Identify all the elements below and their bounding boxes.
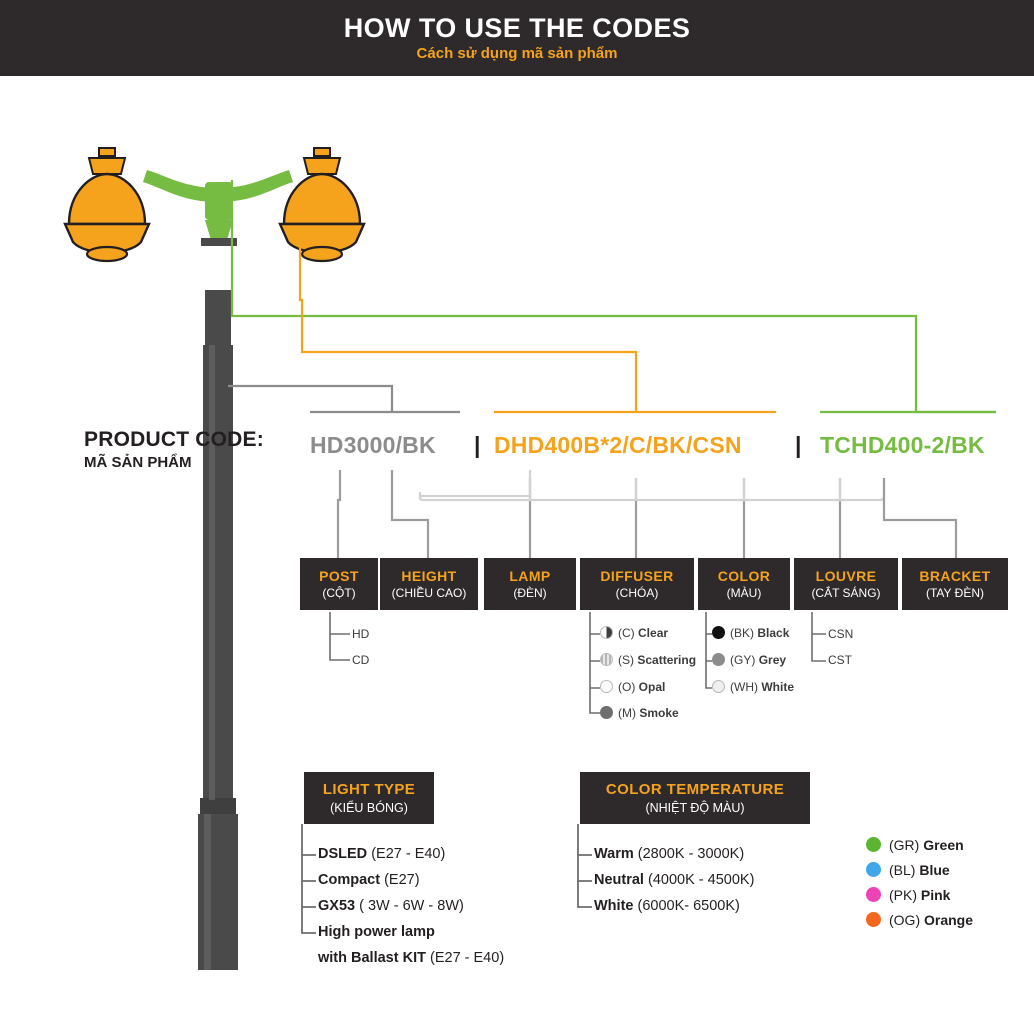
light-type-item-continued[interactable] xyxy=(318,950,504,966)
category-lamp-title: LAMP xyxy=(509,568,551,584)
category-louvre-sub: (CẮT SÁNG) xyxy=(811,586,881,600)
category-bracket-title: BRACKET xyxy=(919,568,991,584)
legend-name: Pink xyxy=(920,886,951,903)
color-legend xyxy=(866,832,973,932)
legend-name: Blue xyxy=(919,861,950,878)
lamp-post-illustration xyxy=(55,130,375,970)
light-type-item[interactable] xyxy=(318,872,420,888)
color-temperature-item[interactable] xyxy=(594,898,740,914)
diffuser-swatch-scattering xyxy=(600,653,613,666)
light-type-item-detail: (E27 - E40) xyxy=(430,950,505,966)
product-code-lamp[interactable]: DHD400B*2/C/BK/CSN xyxy=(494,432,742,458)
product-code-label-en: PRODUCT CODE: xyxy=(84,428,264,451)
legend-swatch-pink xyxy=(866,887,881,902)
light-type-sub: (KIỂU BÓNG) xyxy=(330,801,408,815)
post-option[interactable]: HD xyxy=(352,627,370,641)
louvre-option[interactable]: CST xyxy=(828,653,852,667)
legend-swatch-orange xyxy=(866,912,881,927)
color-temperature-sub: (NHIỆT ĐỘ MÀU) xyxy=(645,801,745,815)
legend-name: Orange xyxy=(924,911,974,928)
code-separator-1: | xyxy=(474,432,481,458)
legend-code: (PK) xyxy=(889,886,917,903)
product-code-post[interactable]: HD3000/BK xyxy=(310,432,436,458)
category-height[interactable] xyxy=(380,558,478,610)
light-type-item-detail: ( 3W - 6W - 8W) xyxy=(359,898,464,914)
legend-code: (BL) xyxy=(889,861,916,878)
diffuser-option[interactable] xyxy=(600,706,679,720)
diffuser-swatch-smoke xyxy=(600,706,613,719)
color-temperature-item[interactable] xyxy=(594,872,754,888)
product-code-bracket[interactable]: TCHD400-2/BK xyxy=(820,432,985,458)
light-type-box[interactable] xyxy=(304,772,434,824)
diffuser-option[interactable] xyxy=(600,680,665,694)
diffuser-option[interactable] xyxy=(600,626,668,640)
category-bracket[interactable] xyxy=(902,558,1008,610)
diffuser-code: (M) xyxy=(618,706,636,720)
legend-code: (GR) xyxy=(889,836,920,853)
category-diffuser[interactable] xyxy=(580,558,694,610)
color-swatch-black xyxy=(712,626,725,639)
diffuser-name: Scattering xyxy=(637,653,697,667)
light-type-item[interactable] xyxy=(318,898,464,914)
color-temperature-item[interactable] xyxy=(594,846,744,862)
light-type-item-name: GX53 xyxy=(318,898,356,914)
color-code: (WH) xyxy=(730,680,758,694)
light-type-item-name: Compact xyxy=(318,872,381,888)
color-option[interactable] xyxy=(712,653,786,667)
product-code-label-vi: MÃ SẢN PHẨM xyxy=(84,454,192,471)
light-type-item[interactable] xyxy=(318,846,445,862)
category-height-sub: (CHIỀU CAO) xyxy=(391,586,467,600)
legend-item-blue[interactable] xyxy=(866,857,973,882)
color-temperature-item-detail: (2800K - 3000K) xyxy=(637,846,745,862)
light-type-item-detail: (E27 - E40) xyxy=(371,846,446,862)
category-lamp-sub: (ĐÈN) xyxy=(513,586,547,600)
legend-name: Green xyxy=(923,836,964,853)
category-diffuser-sub: (CHÓA) xyxy=(615,586,659,600)
diffuser-code: (S) xyxy=(618,653,634,667)
page-title: HOW TO USE THE CODES xyxy=(343,12,691,43)
diffuser-option[interactable] xyxy=(600,653,696,667)
diffuser-swatch-clear xyxy=(600,626,613,639)
code-separator-2: | xyxy=(795,432,802,458)
color-name: White xyxy=(761,680,794,694)
legend-item-pink[interactable] xyxy=(866,882,973,907)
legend-swatch-green xyxy=(866,837,881,852)
color-temperature-title: COLOR TEMPERATURE xyxy=(605,781,785,798)
post-option[interactable]: CD xyxy=(352,653,370,667)
product-code-label xyxy=(84,428,314,471)
category-color-sub: (MÀU) xyxy=(726,586,762,600)
color-temperature-item-detail: (4000K - 4500K) xyxy=(648,872,755,888)
light-type-title: LIGHT TYPE xyxy=(322,781,416,798)
legend-swatch-blue xyxy=(866,862,881,877)
diffuser-code: (C) xyxy=(618,626,635,640)
color-code: (GY) xyxy=(730,653,756,667)
color-temperature-box[interactable] xyxy=(580,772,810,824)
color-temperature-item-name: Warm xyxy=(594,846,634,862)
category-lamp[interactable] xyxy=(484,558,576,610)
color-code: (BK) xyxy=(730,626,754,640)
category-post-title: POST xyxy=(319,568,359,584)
color-option[interactable] xyxy=(712,626,789,640)
category-bracket-sub: (TAY ĐÈN) xyxy=(925,586,984,600)
color-option[interactable] xyxy=(712,680,794,694)
page-subtitle: Cách sử dụng mã sản phẩm xyxy=(416,45,618,63)
color-swatch-white xyxy=(712,680,725,693)
category-color-title: COLOR xyxy=(717,568,771,584)
diffuser-code: (O) xyxy=(618,680,636,694)
category-color[interactable] xyxy=(698,558,790,610)
light-type-item-name: High power lamp xyxy=(318,924,435,940)
diffuser-name: Smoke xyxy=(639,706,679,720)
diffuser-name: Clear xyxy=(638,626,669,640)
light-type-item-name: with Ballast KIT xyxy=(318,950,426,966)
page-header xyxy=(0,0,1034,76)
color-temperature-item-detail: (6000K- 6500K) xyxy=(637,898,740,914)
category-louvre-title: LOUVRE xyxy=(815,568,877,584)
color-name: Grey xyxy=(758,653,787,667)
legend-code: (OG) xyxy=(889,911,921,928)
legend-item-green[interactable] xyxy=(866,832,973,857)
category-louvre[interactable] xyxy=(794,558,898,610)
color-temperature-item-name: Neutral xyxy=(594,872,644,888)
legend-item-orange[interactable] xyxy=(866,907,973,932)
light-type-item-name: DSLED xyxy=(318,846,368,862)
category-post-sub: (CỘT) xyxy=(322,586,356,600)
category-height-title: HEIGHT xyxy=(401,568,457,584)
color-name: Black xyxy=(757,626,790,640)
light-type-item-detail: (E27) xyxy=(384,872,420,888)
diffuser-swatch-opal xyxy=(600,680,613,693)
category-post[interactable] xyxy=(300,558,378,610)
diffuser-name: Opal xyxy=(638,680,666,694)
louvre-option[interactable]: CSN xyxy=(828,627,854,641)
category-diffuser-title: DIFFUSER xyxy=(600,568,674,584)
light-type-item[interactable] xyxy=(318,924,435,940)
color-swatch-grey xyxy=(712,653,725,666)
color-temperature-item-name: White xyxy=(594,898,634,914)
